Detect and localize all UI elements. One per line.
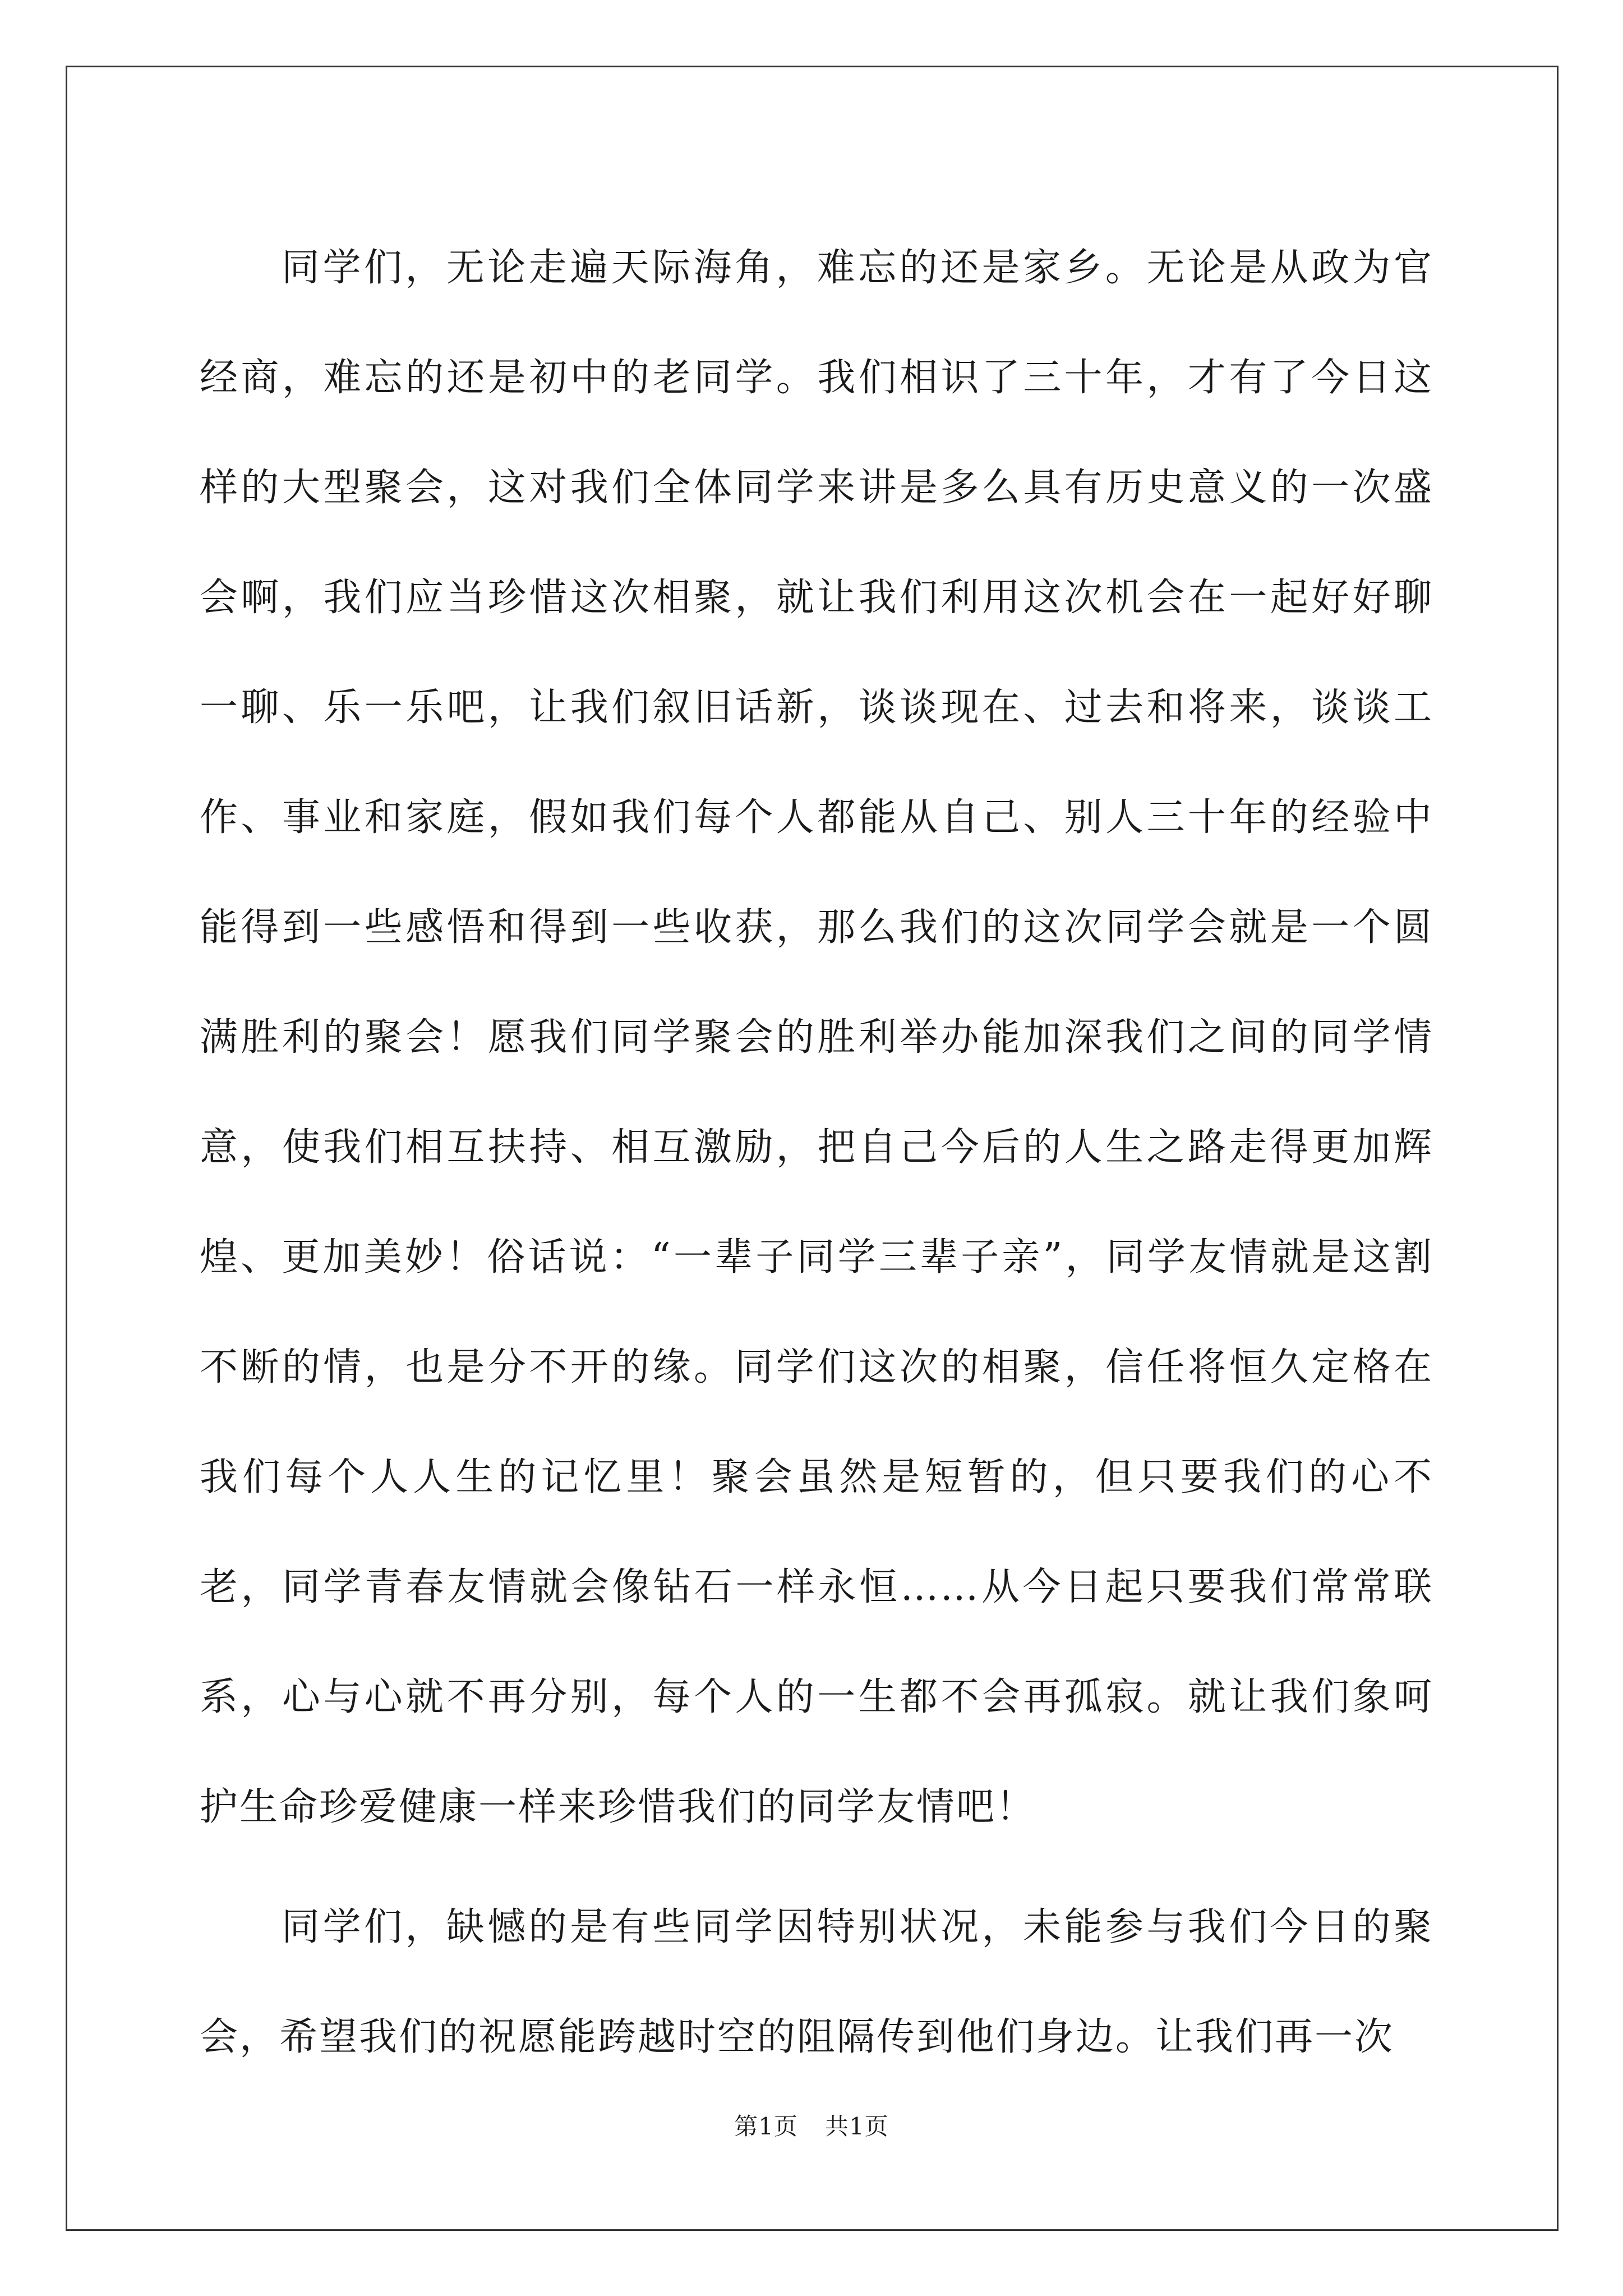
document-body <box>200 213 1433 2092</box>
page-total: 共1页 <box>825 2113 889 2140</box>
paragraph-1: 同学们，无论走遍天际海角，难忘的还是家乡。无论是从政为官经商，难忘的还是初中的老同学。我们相识了三十年，才有了今日这样的大型聚会，这对我们全体同学来讲是多么具有历史意义的一次盛会啊，我们应当珍惜这次相聚，就让我们利用这次机会在一起好好聊一聊、乐一乐吧，让我们叙旧话新，谈谈现在、过去和将来，谈谈工作、事业和家庭，假如我们每个人都能从自己、别人三十年的经验中能得到一些感悟和得到一些收获，那么我们的这次同学会就是一个圆满胜利的聚会！愿我们同学聚会的胜利举办能加深我们之间的同学情意，使我们相互扶持、相互激励，把自己今后的人生之路走得更加辉煌、更加美妙！俗话说：“一辈子同学三辈子亲”，同学友情就是这割不断的情，也是分不开的缘。同学们这次的相聚，信任将恒久定格在我们每个人人生的记忆里！聚会虽然是短暂的，但只要我们的心不老，同学青春友情就会像钻石一样永恒……从今日起只要我们常常联系，心与心就不再分别，每个人的一生都不会再孤寂。就让我们象呵护生命珍爱健康一样来珍惜我们的同学友情吧！ <box>200 246 1433 1829</box>
page-number: 第1页 <box>734 2113 798 2140</box>
page-footer <box>0 2108 1623 2142</box>
paragraph-2: 同学们，缺憾的是有些同学因特别状况，未能参与我们今日的聚会，希望我们的祝愿能跨越时空的阻隔传到他们身边。让我们再一次 <box>200 1905 1433 2059</box>
